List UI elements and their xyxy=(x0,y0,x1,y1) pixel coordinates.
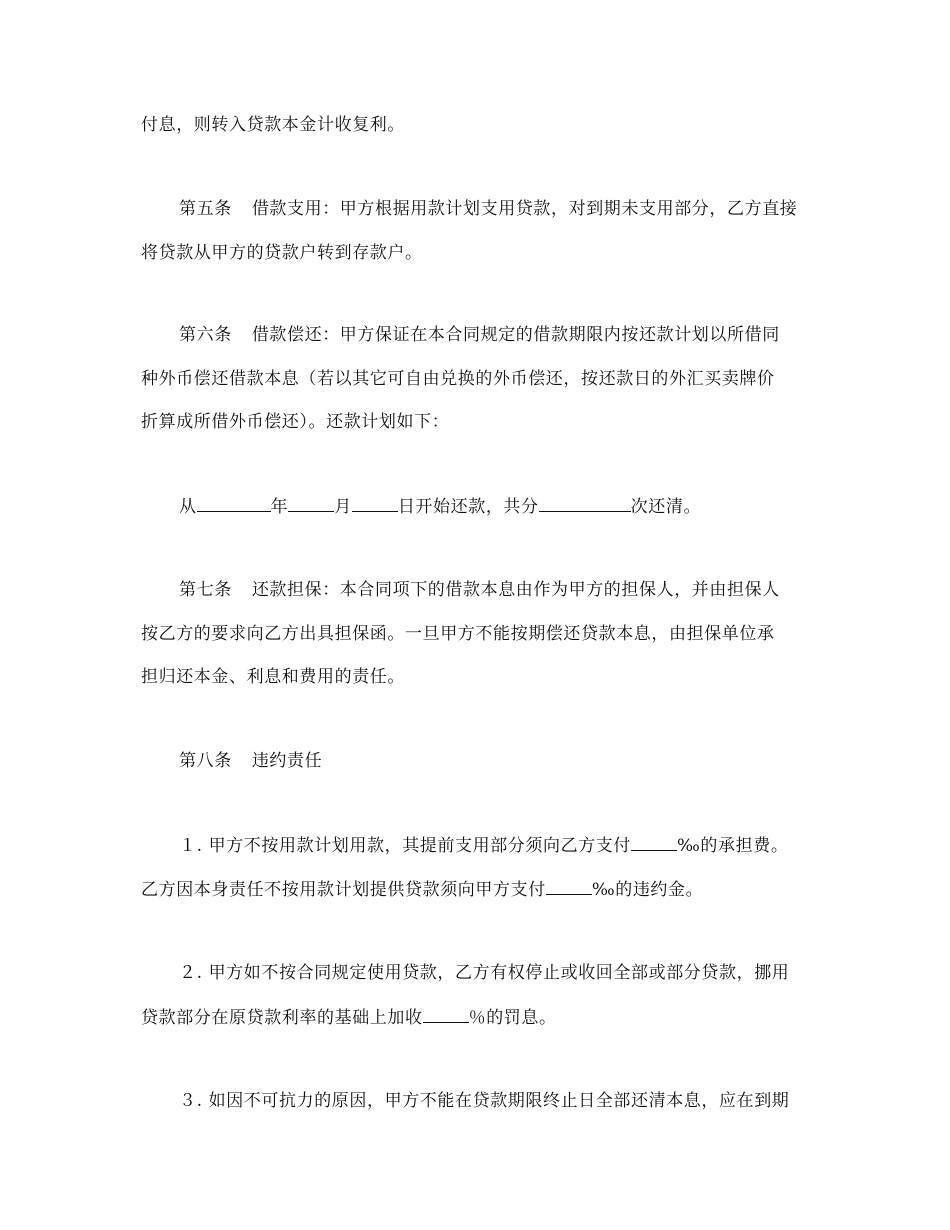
text-segment: 按乙方的要求向乙方出具担保函。一旦甲方不能按期偿还贷款本息，由担保单位承 xyxy=(141,624,775,644)
item-1-line-2 xyxy=(141,876,821,902)
text-segment: 日开始还款，共分 xyxy=(397,497,539,517)
text-segment: 从 xyxy=(179,497,197,517)
text-segment: 担归还本金、利息和费用的责任。 xyxy=(141,667,405,687)
blank-field-month[interactable] xyxy=(288,493,334,512)
article-6-line-2 xyxy=(141,366,821,392)
article-5-line-2 xyxy=(141,240,821,266)
blank-field-installments[interactable] xyxy=(539,493,631,512)
text-segment: 次还清。 xyxy=(630,497,702,517)
blank-field-penalty[interactable] xyxy=(546,876,592,895)
item-2-line-1 xyxy=(179,960,821,986)
text-segment: 付息，则转入贷款本金计收复利。 xyxy=(141,115,405,135)
item-2-line-2 xyxy=(141,1004,821,1030)
article-7-line-3 xyxy=(141,664,821,690)
article-6-line-1 xyxy=(179,322,821,348)
text-segment: ‰的违约金。 xyxy=(591,880,704,900)
text-segment: 月 xyxy=(334,497,352,517)
text-segment: ‰的承担费。 xyxy=(677,836,789,856)
text-segment: 将贷款从甲方的贷款户转到存款户。 xyxy=(141,243,423,263)
paragraph-line xyxy=(141,112,821,138)
article-6-heading: 第六条 xyxy=(179,325,232,345)
text-segment: 违约责任 xyxy=(251,751,323,771)
item-3-line-1 xyxy=(179,1088,821,1114)
text-segment: ％的罚息。 xyxy=(468,1008,557,1028)
item-1-line-1 xyxy=(179,832,821,858)
blank-field-commitment-fee[interactable] xyxy=(631,832,677,851)
repayment-plan-line xyxy=(179,493,821,519)
text-segment: １. 甲方不按用款计划用款，其提前支用部分须向乙方支付 xyxy=(179,836,632,856)
text-segment: 还款担保：本合同项下的借款本息由作为甲方的担保人，并由担保人 xyxy=(251,580,780,600)
blank-field-penalty-interest[interactable] xyxy=(423,1004,469,1023)
text-segment: ３. 如因不可抗力的原因，甲方不能在贷款期限终止日全部还清本息，应在到期 xyxy=(179,1091,790,1111)
text-segment: 借款偿还：甲方保证在本合同规定的借款期限内按还款计划以所借同 xyxy=(251,325,780,345)
text-segment: 借款支用：甲方根据用款计划支用贷款，对到期未支用部分，乙方直接 xyxy=(251,199,798,219)
text-segment: 种外币偿还借款本息（若以其它可自由兑换的外币偿还，按还款日的外汇买卖牌价 xyxy=(141,369,775,389)
article-5-heading: 第五条 xyxy=(179,199,232,219)
text-segment: ２. 甲方如不按合同规定使用贷款，乙方有权停止或收回全部或部分贷款，挪用 xyxy=(179,963,790,983)
blank-field-day[interactable] xyxy=(352,493,398,512)
text-segment: 乙方因本身责任不按用款计划提供贷款须向甲方支付 xyxy=(141,880,546,900)
article-7-line-1 xyxy=(179,577,821,603)
text-segment: 贷款部分在原贷款利率的基础上加收 xyxy=(141,1008,423,1028)
article-8-line xyxy=(179,748,821,774)
article-7-heading: 第七条 xyxy=(179,580,232,600)
article-7-line-2 xyxy=(141,621,821,647)
text-segment: 折算成所借外币偿还）。还款计划如下： xyxy=(141,412,450,432)
article-5-line-1 xyxy=(179,196,821,222)
blank-field-year[interactable] xyxy=(197,493,271,512)
article-8-heading: 第八条 xyxy=(179,751,232,771)
text-segment: 年 xyxy=(270,497,289,517)
article-6-line-3 xyxy=(141,409,821,435)
